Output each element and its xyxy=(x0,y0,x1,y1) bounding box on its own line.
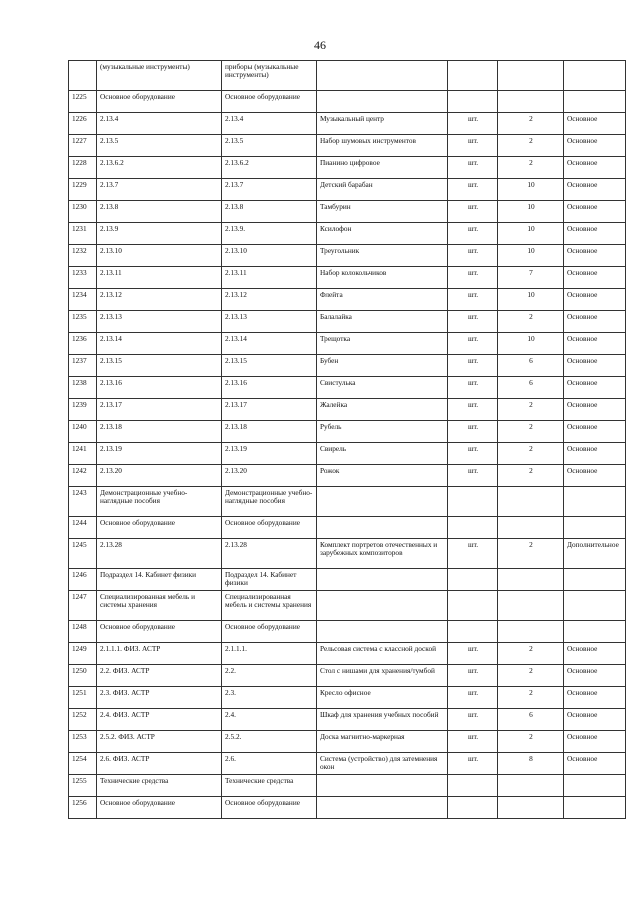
section-code-cell: Основное оборудование xyxy=(97,797,222,819)
page-number: 46 xyxy=(314,38,326,52)
unit-cell xyxy=(448,775,498,797)
item-name-cell xyxy=(317,797,448,819)
category-cell xyxy=(564,569,626,591)
section-code-cell: 2.13.8 xyxy=(97,201,222,223)
item-code-cell: 2.5.2. xyxy=(222,731,317,753)
table-row xyxy=(69,517,626,539)
row-number-cell: 1228 xyxy=(69,157,97,179)
table-row xyxy=(69,223,626,245)
item-name-cell xyxy=(317,517,448,539)
section-code-cell: Технические средства xyxy=(97,775,222,797)
item-name-cell: Набор шумовых инструментов xyxy=(317,135,448,157)
category-cell: Основное xyxy=(564,289,626,311)
table-row xyxy=(69,465,626,487)
category-cell xyxy=(564,487,626,517)
quantity-cell xyxy=(498,91,564,113)
unit-cell: шт. xyxy=(448,355,498,377)
row-number-cell: 1227 xyxy=(69,135,97,157)
category-cell xyxy=(564,61,626,91)
table-row xyxy=(69,539,626,569)
quantity-cell: 7 xyxy=(498,267,564,289)
item-name-cell xyxy=(317,487,448,517)
item-code-cell: 2.13.14 xyxy=(222,333,317,355)
item-name-cell: Треугольник xyxy=(317,245,448,267)
item-name-cell: Жалейка xyxy=(317,399,448,421)
table-row xyxy=(69,709,626,731)
category-cell: Основное xyxy=(564,245,626,267)
item-code-cell: 2.13.18 xyxy=(222,421,317,443)
section-code-cell: 2.6. ФИЗ. АСТР xyxy=(97,753,222,775)
category-cell: Основное xyxy=(564,267,626,289)
table-row xyxy=(69,157,626,179)
item-name-cell: Пианино цифровое xyxy=(317,157,448,179)
category-cell: Основное xyxy=(564,731,626,753)
quantity-cell: 2 xyxy=(498,665,564,687)
row-number-cell: 1253 xyxy=(69,731,97,753)
table-row xyxy=(69,421,626,443)
table-row xyxy=(69,179,626,201)
category-cell: Основное xyxy=(564,113,626,135)
table-row xyxy=(69,775,626,797)
quantity-cell: 10 xyxy=(498,223,564,245)
row-number-cell: 1234 xyxy=(69,289,97,311)
item-code-cell: Основное оборудование xyxy=(222,797,317,819)
unit-cell: шт. xyxy=(448,113,498,135)
section-code-cell: 2.13.10 xyxy=(97,245,222,267)
unit-cell: шт. xyxy=(448,267,498,289)
item-name-cell: Музыкальный центр xyxy=(317,113,448,135)
unit-cell: шт. xyxy=(448,665,498,687)
quantity-cell xyxy=(498,487,564,517)
row-number-cell: 1229 xyxy=(69,179,97,201)
unit-cell: шт. xyxy=(448,311,498,333)
item-code-cell: приборы (музыкальные инструменты) xyxy=(222,61,317,91)
table-row xyxy=(69,753,626,775)
unit-cell: шт. xyxy=(448,399,498,421)
category-cell xyxy=(564,91,626,113)
category-cell: Основное xyxy=(564,665,626,687)
row-number-cell: 1232 xyxy=(69,245,97,267)
section-code-cell: 2.13.11 xyxy=(97,267,222,289)
table-row xyxy=(69,91,626,113)
category-cell: Основное xyxy=(564,399,626,421)
unit-cell: шт. xyxy=(448,377,498,399)
item-name-cell xyxy=(317,61,448,91)
quantity-cell: 6 xyxy=(498,377,564,399)
quantity-cell: 10 xyxy=(498,289,564,311)
table-body xyxy=(69,61,626,819)
item-code-cell: Основное оборудование xyxy=(222,621,317,643)
row-number-cell: 1255 xyxy=(69,775,97,797)
category-cell xyxy=(564,591,626,621)
quantity-cell: 2 xyxy=(498,135,564,157)
section-code-cell: 2.3. ФИЗ. АСТР xyxy=(97,687,222,709)
item-code-cell: Специализированная мебель и системы хранения xyxy=(222,591,317,621)
row-number-cell: 1243 xyxy=(69,487,97,517)
category-cell: Основное xyxy=(564,179,626,201)
row-number-cell: 1239 xyxy=(69,399,97,421)
unit-cell: шт. xyxy=(448,539,498,569)
section-code-cell: 2.4. ФИЗ. АСТР xyxy=(97,709,222,731)
section-code-cell: 2.13.13 xyxy=(97,311,222,333)
table-row xyxy=(69,311,626,333)
row-number-cell: 1226 xyxy=(69,113,97,135)
category-cell xyxy=(564,797,626,819)
quantity-cell: 6 xyxy=(498,709,564,731)
quantity-cell: 8 xyxy=(498,753,564,775)
unit-cell: шт. xyxy=(448,421,498,443)
item-code-cell: 2.13.11 xyxy=(222,267,317,289)
table-row xyxy=(69,61,626,91)
row-number-cell: 1246 xyxy=(69,569,97,591)
item-name-cell: Флейта xyxy=(317,289,448,311)
table-row xyxy=(69,201,626,223)
table-row xyxy=(69,443,626,465)
section-code-cell: Подраздел 14. Кабинет физики xyxy=(97,569,222,591)
item-name-cell xyxy=(317,91,448,113)
unit-cell: шт. xyxy=(448,709,498,731)
unit-cell xyxy=(448,621,498,643)
table-row xyxy=(69,289,626,311)
section-code-cell: 2.13.14 xyxy=(97,333,222,355)
quantity-cell: 2 xyxy=(498,539,564,569)
category-cell: Основное xyxy=(564,311,626,333)
row-number-cell: 1236 xyxy=(69,333,97,355)
row-number-cell xyxy=(69,61,97,91)
table-row xyxy=(69,355,626,377)
row-number-cell: 1231 xyxy=(69,223,97,245)
category-cell: Основное xyxy=(564,223,626,245)
table-row xyxy=(69,267,626,289)
unit-cell: шт. xyxy=(448,179,498,201)
table-row xyxy=(69,665,626,687)
quantity-cell: 2 xyxy=(498,421,564,443)
section-code-cell: 2.13.17 xyxy=(97,399,222,421)
section-code-cell: Основное оборудование xyxy=(97,621,222,643)
category-cell: Основное xyxy=(564,377,626,399)
item-name-cell xyxy=(317,569,448,591)
unit-cell xyxy=(448,797,498,819)
category-cell: Основное xyxy=(564,465,626,487)
table-row xyxy=(69,245,626,267)
category-cell xyxy=(564,517,626,539)
unit-cell xyxy=(448,517,498,539)
table-row xyxy=(69,487,626,517)
item-name-cell: Доска магнитно-маркерная xyxy=(317,731,448,753)
category-cell: Основное xyxy=(564,643,626,665)
item-code-cell: 2.13.20 xyxy=(222,465,317,487)
unit-cell: шт. xyxy=(448,157,498,179)
unit-cell: шт. xyxy=(448,753,498,775)
item-name-cell: Свирель xyxy=(317,443,448,465)
item-name-cell: Рожок xyxy=(317,465,448,487)
item-code-cell: 2.13.19 xyxy=(222,443,317,465)
section-code-cell: 2.1.1.1. ФИЗ. АСТР xyxy=(97,643,222,665)
category-cell: Основное xyxy=(564,355,626,377)
category-cell: Основное xyxy=(564,201,626,223)
item-code-cell: Технические средства xyxy=(222,775,317,797)
item-code-cell: Демонстрационные учебно-наглядные пособия xyxy=(222,487,317,517)
unit-cell: шт. xyxy=(448,245,498,267)
item-name-cell: Рельсовая система с классной доской xyxy=(317,643,448,665)
table-row xyxy=(69,135,626,157)
section-code-cell: 2.13.7 xyxy=(97,179,222,201)
item-code-cell: 2.13.16 xyxy=(222,377,317,399)
row-number-cell: 1251 xyxy=(69,687,97,709)
item-code-cell: 2.13.15 xyxy=(222,355,317,377)
row-number-cell: 1252 xyxy=(69,709,97,731)
table-row xyxy=(69,797,626,819)
row-number-cell: 1233 xyxy=(69,267,97,289)
quantity-cell xyxy=(498,775,564,797)
item-name-cell: Шкаф для хранения учебных пособий xyxy=(317,709,448,731)
table-row xyxy=(69,377,626,399)
item-code-cell: 2.13.5 xyxy=(222,135,317,157)
item-code-cell: 2.13.28 xyxy=(222,539,317,569)
item-code-cell: 2.13.4 xyxy=(222,113,317,135)
item-code-cell: 2.13.6.2 xyxy=(222,157,317,179)
section-code-cell: 2.13.9 xyxy=(97,223,222,245)
quantity-cell: 2 xyxy=(498,311,564,333)
row-number-cell: 1256 xyxy=(69,797,97,819)
section-code-cell: Основное оборудование xyxy=(97,517,222,539)
category-cell: Основное xyxy=(564,421,626,443)
row-number-cell: 1249 xyxy=(69,643,97,665)
item-name-cell: Ксилофон xyxy=(317,223,448,245)
quantity-cell: 2 xyxy=(498,465,564,487)
unit-cell: шт. xyxy=(448,443,498,465)
section-code-cell: 2.13.20 xyxy=(97,465,222,487)
quantity-cell: 2 xyxy=(498,443,564,465)
section-code-cell: 2.13.12 xyxy=(97,289,222,311)
unit-cell xyxy=(448,591,498,621)
unit-cell: шт. xyxy=(448,643,498,665)
category-cell: Основное xyxy=(564,709,626,731)
row-number-cell: 1238 xyxy=(69,377,97,399)
quantity-cell: 2 xyxy=(498,731,564,753)
row-number-cell: 1245 xyxy=(69,539,97,569)
row-number-cell: 1248 xyxy=(69,621,97,643)
unit-cell: шт. xyxy=(448,687,498,709)
section-code-cell: 2.2. ФИЗ. АСТР xyxy=(97,665,222,687)
section-code-cell: 2.13.16 xyxy=(97,377,222,399)
item-name-cell xyxy=(317,621,448,643)
table-row xyxy=(69,569,626,591)
quantity-cell: 10 xyxy=(498,333,564,355)
quantity-cell: 2 xyxy=(498,399,564,421)
quantity-cell: 10 xyxy=(498,179,564,201)
quantity-cell: 2 xyxy=(498,157,564,179)
row-number-cell: 1237 xyxy=(69,355,97,377)
category-cell: Основное xyxy=(564,135,626,157)
table-row xyxy=(69,687,626,709)
item-name-cell: Свистулька xyxy=(317,377,448,399)
unit-cell xyxy=(448,569,498,591)
unit-cell: шт. xyxy=(448,333,498,355)
quantity-cell: 2 xyxy=(498,687,564,709)
section-code-cell: Основное оборудование xyxy=(97,91,222,113)
category-cell: Основное xyxy=(564,443,626,465)
category-cell: Основное xyxy=(564,333,626,355)
quantity-cell: 2 xyxy=(498,113,564,135)
item-name-cell: Трещотка xyxy=(317,333,448,355)
item-code-cell: 2.1.1.1. xyxy=(222,643,317,665)
table-row xyxy=(69,399,626,421)
item-code-cell: 2.6. xyxy=(222,753,317,775)
item-code-cell: 2.13.13 xyxy=(222,311,317,333)
section-code-cell: 2.13.4 xyxy=(97,113,222,135)
item-code-cell: Основное оборудование xyxy=(222,91,317,113)
unit-cell: шт. xyxy=(448,465,498,487)
row-number-cell: 1254 xyxy=(69,753,97,775)
unit-cell xyxy=(448,487,498,517)
quantity-cell xyxy=(498,569,564,591)
item-code-cell: Основное оборудование xyxy=(222,517,317,539)
section-code-cell: (музыкальные инструменты) xyxy=(97,61,222,91)
item-name-cell: Детский барабан xyxy=(317,179,448,201)
quantity-cell: 2 xyxy=(498,643,564,665)
item-name-cell: Система (устройство) для затемнения окон xyxy=(317,753,448,775)
category-cell xyxy=(564,621,626,643)
section-code-cell: 2.13.18 xyxy=(97,421,222,443)
table-row xyxy=(69,591,626,621)
row-number-cell: 1241 xyxy=(69,443,97,465)
quantity-cell: 10 xyxy=(498,245,564,267)
unit-cell xyxy=(448,61,498,91)
table-row xyxy=(69,113,626,135)
item-name-cell: Тамбурин xyxy=(317,201,448,223)
category-cell: Основное xyxy=(564,157,626,179)
unit-cell xyxy=(448,91,498,113)
row-number-cell: 1250 xyxy=(69,665,97,687)
item-name-cell xyxy=(317,775,448,797)
table-row xyxy=(69,643,626,665)
item-code-cell: Подраздел 14. Кабинет физики xyxy=(222,569,317,591)
item-code-cell: 2.13.8 xyxy=(222,201,317,223)
section-code-cell: 2.13.6.2 xyxy=(97,157,222,179)
quantity-cell: 6 xyxy=(498,355,564,377)
quantity-cell xyxy=(498,591,564,621)
item-name-cell: Балалайка xyxy=(317,311,448,333)
category-cell: Основное xyxy=(564,687,626,709)
quantity-cell xyxy=(498,61,564,91)
section-code-cell: 2.5.2. ФИЗ. АСТР xyxy=(97,731,222,753)
row-number-cell: 1240 xyxy=(69,421,97,443)
quantity-cell xyxy=(498,517,564,539)
section-code-cell: 2.13.5 xyxy=(97,135,222,157)
item-name-cell xyxy=(317,591,448,621)
item-name-cell: Рубель xyxy=(317,421,448,443)
item-code-cell: 2.13.10 xyxy=(222,245,317,267)
table-row xyxy=(69,731,626,753)
row-number-cell: 1225 xyxy=(69,91,97,113)
quantity-cell xyxy=(498,621,564,643)
quantity-cell xyxy=(498,797,564,819)
section-code-cell: 2.13.19 xyxy=(97,443,222,465)
item-name-cell: Комплект портретов отечественных и зарубежных композиторов xyxy=(317,539,448,569)
item-code-cell: 2.13.17 xyxy=(222,399,317,421)
unit-cell: шт. xyxy=(448,289,498,311)
table-row xyxy=(69,621,626,643)
section-code-cell: Специализированная мебель и системы хранения xyxy=(97,591,222,621)
item-code-cell: 2.2. xyxy=(222,665,317,687)
row-number-cell: 1230 xyxy=(69,201,97,223)
category-cell: Дополнительное xyxy=(564,539,626,569)
item-code-cell: 2.4. xyxy=(222,709,317,731)
section-code-cell: 2.13.15 xyxy=(97,355,222,377)
category-cell xyxy=(564,775,626,797)
item-code-cell: 2.13.7 xyxy=(222,179,317,201)
equipment-table xyxy=(68,60,626,819)
item-name-cell: Набор колокольчиков xyxy=(317,267,448,289)
item-code-cell: 2.13.9. xyxy=(222,223,317,245)
section-code-cell: Демонстрационные учебно-наглядные пособия xyxy=(97,487,222,517)
row-number-cell: 1247 xyxy=(69,591,97,621)
item-name-cell: Бубен xyxy=(317,355,448,377)
row-number-cell: 1244 xyxy=(69,517,97,539)
unit-cell: шт. xyxy=(448,201,498,223)
row-number-cell: 1242 xyxy=(69,465,97,487)
quantity-cell: 10 xyxy=(498,201,564,223)
item-code-cell: 2.13.12 xyxy=(222,289,317,311)
unit-cell: шт. xyxy=(448,731,498,753)
item-name-cell: Стол с нишами для хранения/тумбой xyxy=(317,665,448,687)
item-code-cell: 2.3. xyxy=(222,687,317,709)
section-code-cell: 2.13.28 xyxy=(97,539,222,569)
item-name-cell: Кресло офисное xyxy=(317,687,448,709)
table-row xyxy=(69,333,626,355)
row-number-cell: 1235 xyxy=(69,311,97,333)
unit-cell: шт. xyxy=(448,223,498,245)
unit-cell: шт. xyxy=(448,135,498,157)
category-cell: Основное xyxy=(564,753,626,775)
